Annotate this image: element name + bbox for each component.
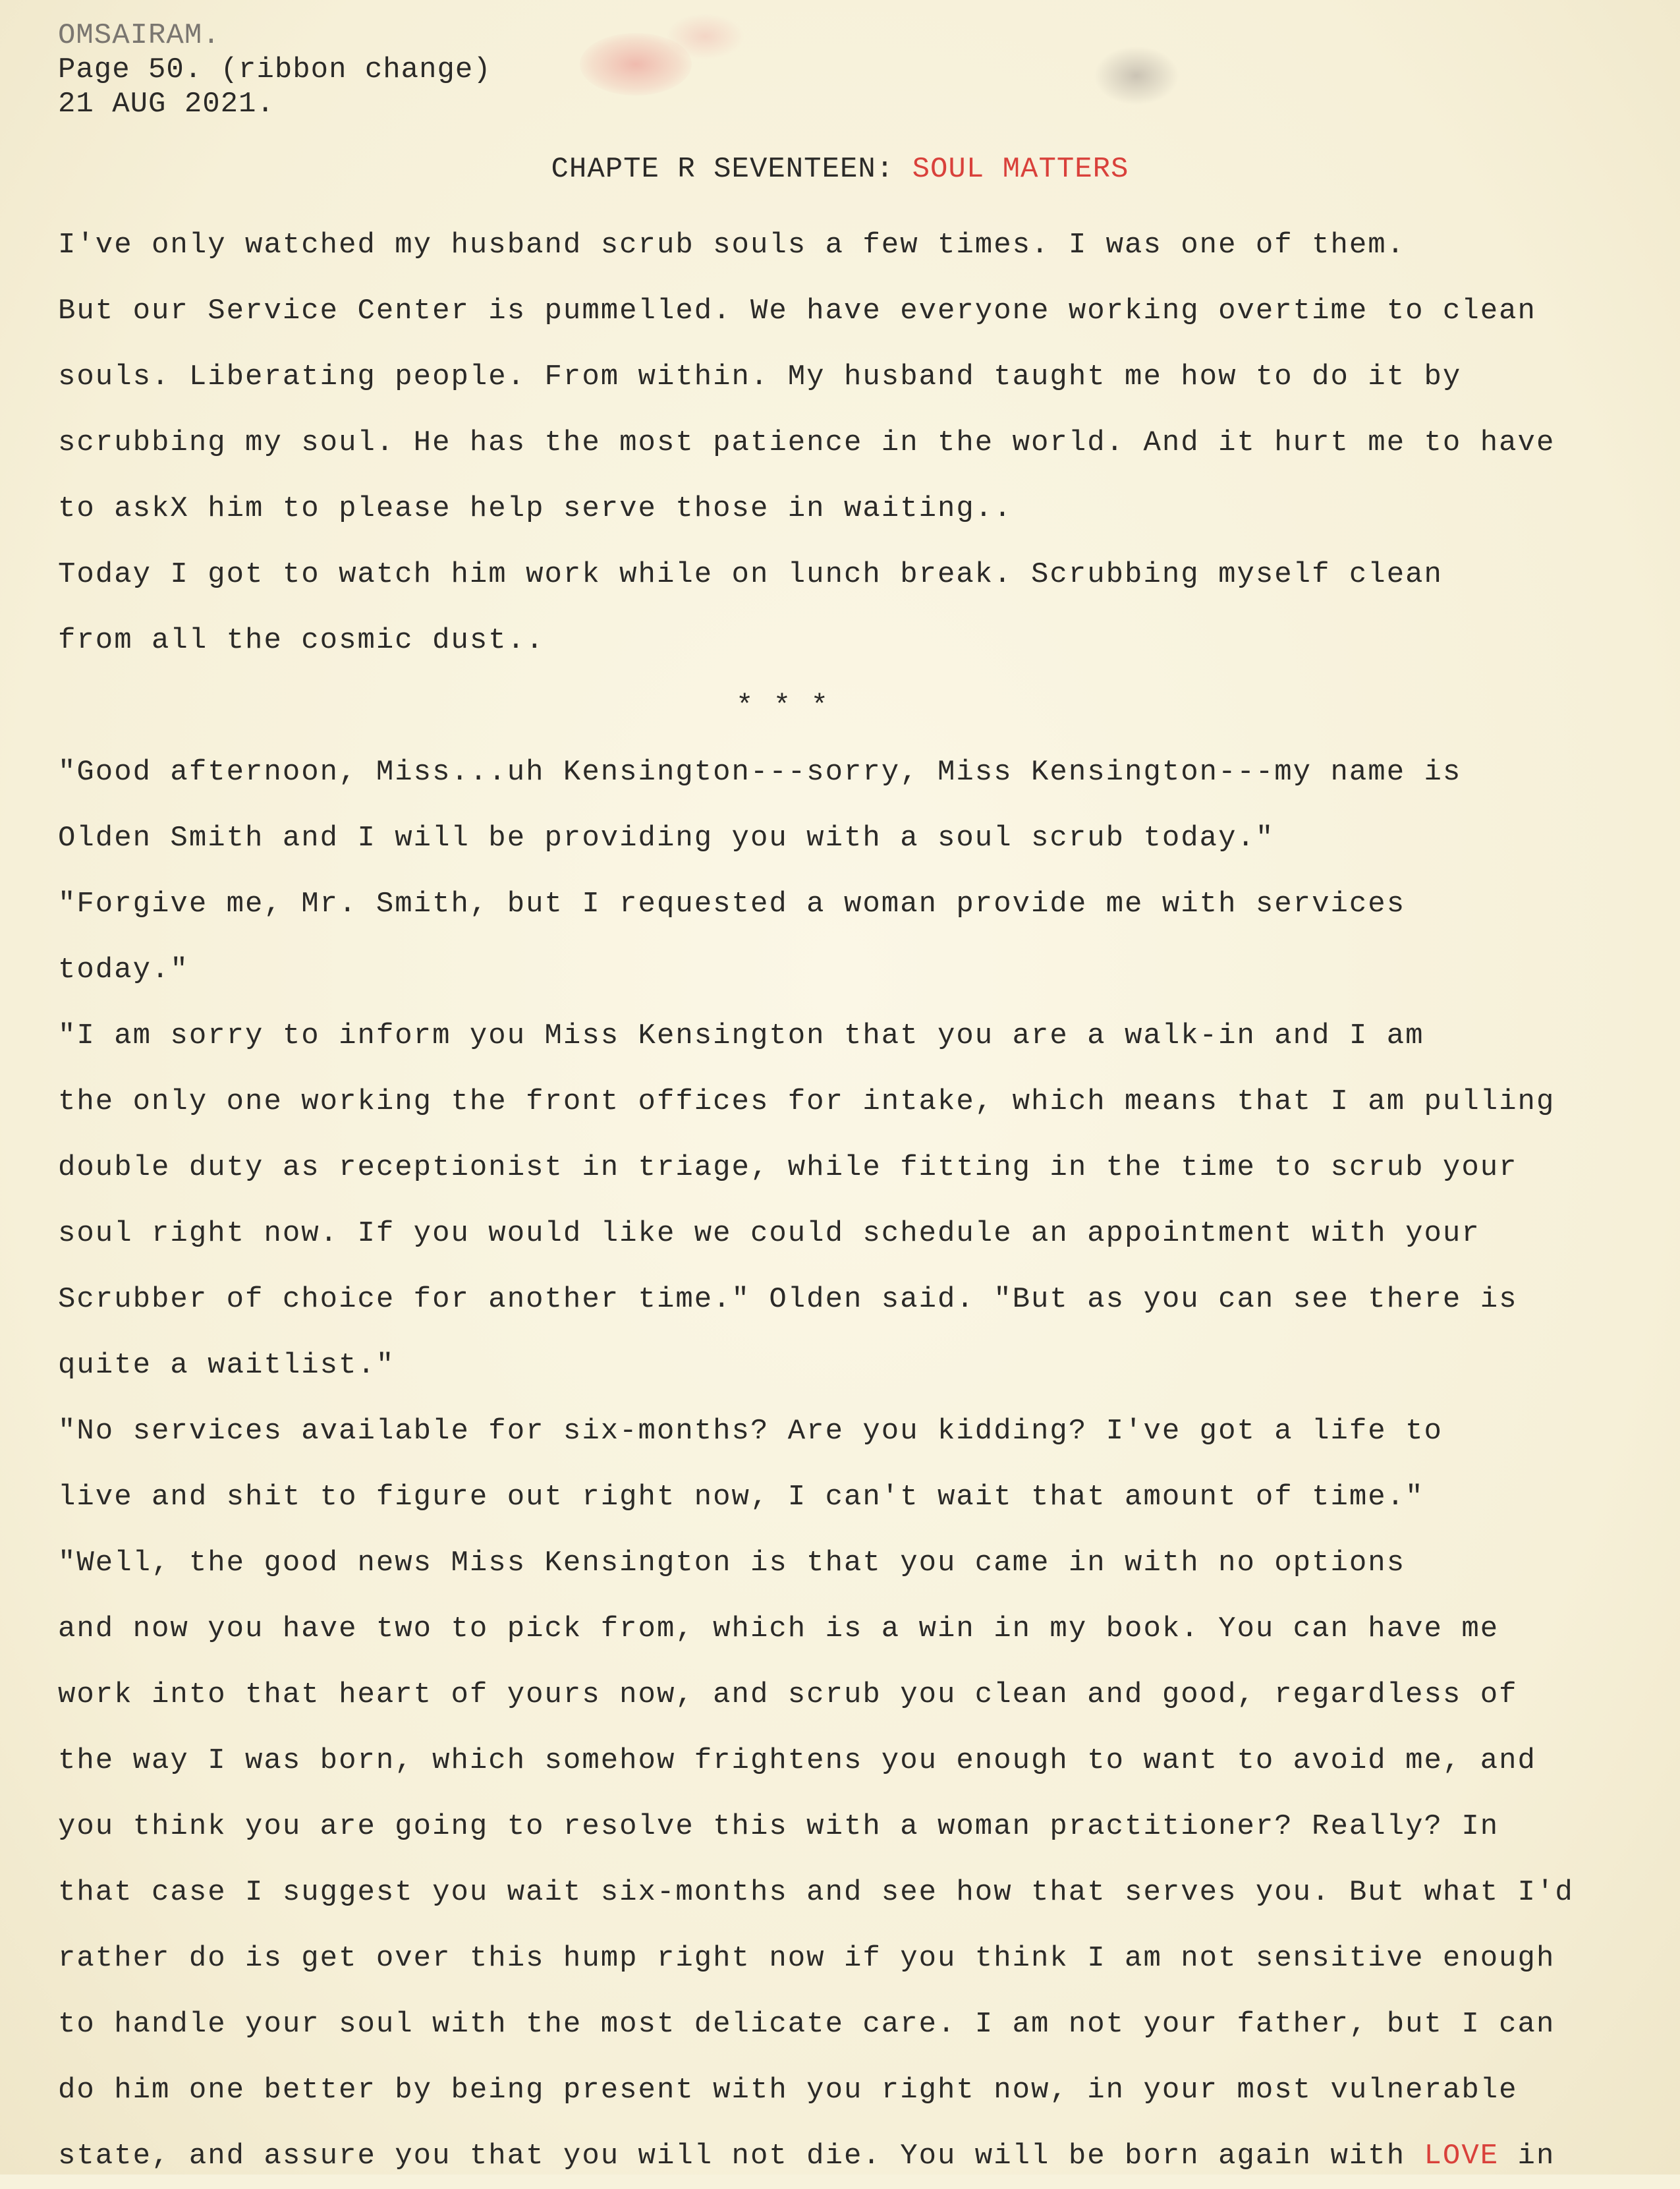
chapter-title bbox=[0, 153, 1680, 186]
paragraph: I've only watched my husband scrub souls a few times. I was one of them. But our Service Center is pummelled. We have everyone working overtime to clean souls. Liberating people. From within. My husband taught me how to do it by scrubbing my soul. He has the most patience in the world. And it hurt me to have to askX him to please help serve those in waiting.. bbox=[58, 229, 1555, 525]
paragraph-last-text: "Well, the good news Miss Kensington is that you came in with no options and now you have two to pick from, which is a win in my book. You can have me work into that heart of yours now, and scrub you clean and good, regardless of the way I was born, which somehow frightens you enough to want to avoid me, and you think you are going to resolve this with a woman practitioner? Really? In that case I suggest you wait six-months and see how that serves you. But what I'd rather do is get over this hump right now if you think I am not sensitive enough to handle your soul with the most delicate care. I am not your father, but I can do him one better by being present with you right now, in your most vulnerable state, and assure you that you will not die. You will be born again with bbox=[58, 1547, 1574, 2173]
paragraph-last bbox=[58, 1530, 1666, 2189]
paragraph: "I am sorry to inform you Miss Kensington that you are a walk-in and I am the only one working the front offices for intake, which means that I am pulling double duty as receptionist in triage, while fitting in the time to scrub your soul right now. If you would like we could schedule an appointment with your Scrubber of choice for another time." Olden said. "But as you can see there is quite a waitlist." bbox=[58, 1019, 1555, 1382]
paragraph: "No services available for six-months? Are you kidding? I've got a life to live and shit to figure out right now, I can't wait that amount of time." bbox=[58, 1415, 1443, 1514]
ink-smudge-red-faint bbox=[665, 13, 744, 59]
ink-smudge-red bbox=[580, 33, 692, 96]
body-text bbox=[58, 212, 1666, 2189]
chapter-title-prefix: CHAPTE R SEVENTEEN: bbox=[551, 153, 912, 186]
header-line-date: 21 AUG 2021. bbox=[58, 88, 275, 121]
page-header bbox=[58, 18, 491, 121]
paragraph: "Good afternoon, Miss...uh Kensington---sorry, Miss Kensington---my name is Olden Smith and I will be providing you with a soul scrub today." bbox=[58, 756, 1462, 855]
paragraph: Today I got to watch him work while on lunch break. Scrubbing myself clean from all the cosmic dust.. bbox=[58, 558, 1443, 657]
paragraph-last-tail: in bbox=[1499, 2140, 1555, 2173]
header-line-page: Page 50. (ribbon change) bbox=[58, 53, 491, 86]
paragraph: "Forgive me, Mr. Smith, but I requested a woman provide me with services today." bbox=[58, 888, 1406, 986]
ink-smudge-grey bbox=[1094, 46, 1179, 105]
chapter-subtitle: SOUL MATTERS bbox=[912, 153, 1129, 186]
love-word: LOVE bbox=[1424, 2140, 1499, 2173]
section-separator: * * * bbox=[735, 690, 830, 723]
header-line-omsairam: OMSAIRAM. bbox=[58, 19, 221, 52]
